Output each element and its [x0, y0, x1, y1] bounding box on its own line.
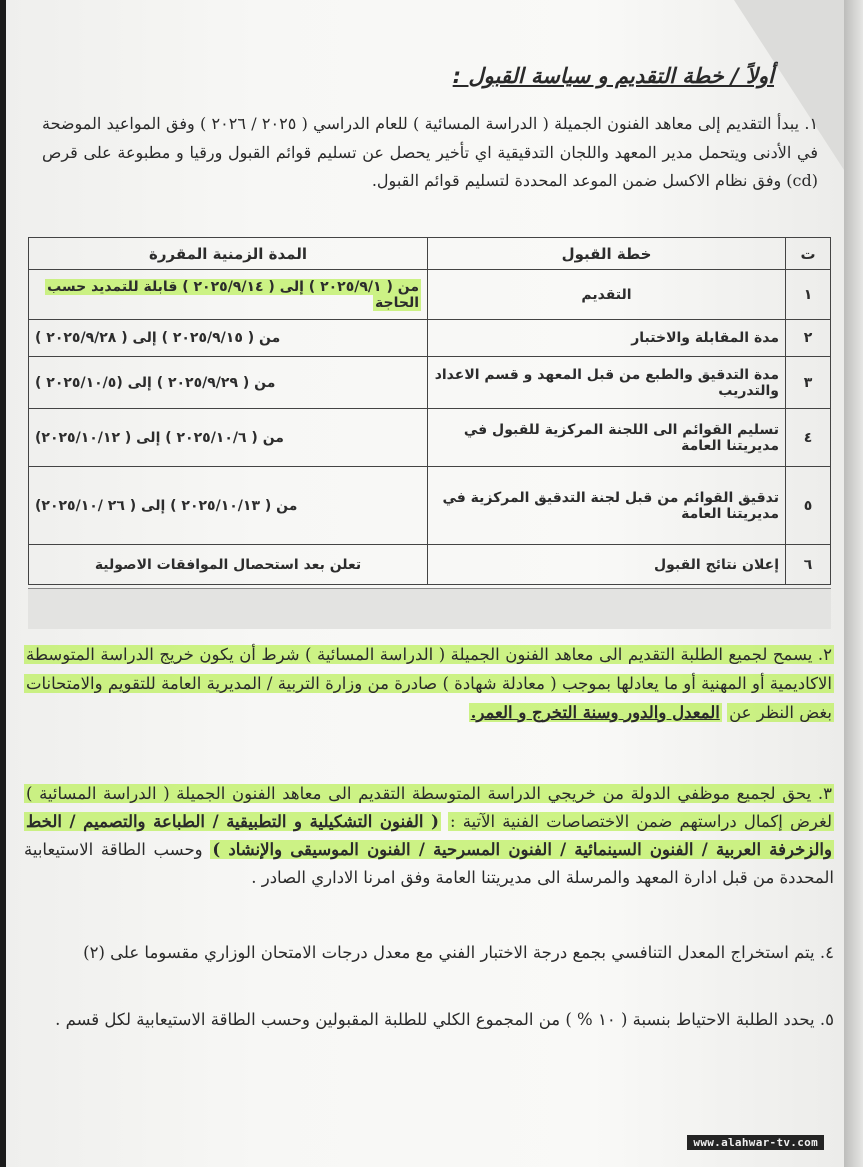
paragraph-2 [24, 640, 834, 727]
paragraph-3-highlight: ٣. يحق لجميع موظفي الدولة من خريجي الدراسة المتوسطة التقديم الى معاهد الفنون الجميلة ( الدراسة المسائية ) لغرض إكمال دراستهم ضمن الاختصاصات الفنية الآتية : [26, 784, 833, 831]
row-num: ٢ [786, 320, 831, 357]
table-header-row [29, 238, 831, 270]
row-plan: مدة المقابلة والاختبار [428, 320, 786, 357]
table-row [29, 320, 831, 357]
header-plan: خطة القبول [428, 238, 786, 270]
row-num: ٦ [786, 545, 831, 585]
row-duration [29, 270, 428, 320]
intro-paragraph: ١. يبدأ التقديم إلى معاهد الفنون الجميلة ( الدراسة المسائية ) للعام الدراسي ( ٢٠٢٥ / ٢٠٢٦ ) وفق المواعيد الموضحة في الأدنى ويتحمل مدير المعهد واللجان التدقيقية اي تأخير يحصل عن تسليم قوائم القبول ورقيا و مطبوعة على قرص (cd) وفق نظام الاكسل ضمن الموعد المحددة لتسليم قوائم القبول. [42, 114, 819, 190]
paragraph-4: ٤. يتم استخراج المعدل التنافسي بجمع درجة الاختبار الفني مع معدل درجات الامتحان الوزاري مقسوما على (٢) [83, 943, 834, 962]
site-watermark: www.alahwar-tv.com [687, 1135, 824, 1150]
row-plan: تدقيق القوائم من قبل لجنة التدقيق المركزية في مديريتنا العامة [428, 467, 786, 545]
row-duration-highlight: من ( ٢٠٢٥/٩/١ ) إلى ( ٢٠٢٥/٩/١٤ ) قابلة للتمديد حسب الحاجة [47, 278, 419, 311]
row-num: ٥ [786, 467, 831, 545]
row-duration: من ( ٢٠٢٥/٩/١٥ ) إلى ( ٢٠٢٥/٩/٢٨ ) [29, 320, 428, 357]
table-row [29, 357, 831, 409]
paragraph-5: ٥. يحدد الطلبة الاحتياط بنسبة ( ١٠ % ) من المجموع الكلي للطلبة المقبولين وحسب الطاقة الاستيعابية لكل قسم . [55, 1010, 834, 1029]
admission-plan-table [28, 237, 831, 585]
table-bottom-band [28, 588, 831, 629]
row-num: ٤ [786, 409, 831, 467]
row-plan: إعلان نتائج القبول [428, 545, 786, 585]
table-row [29, 270, 831, 320]
header-duration: المدة الزمنية المقررة [29, 238, 428, 270]
table-row [29, 467, 831, 545]
header-num: ت [786, 238, 831, 270]
paragraph-3 [24, 780, 834, 892]
row-num: ١ [786, 270, 831, 320]
section-heading: أولاً / خطة التقديم و سياسة القبول : [452, 64, 774, 88]
row-plan: التقديم [428, 270, 786, 320]
paragraph-3-rest: وحسب الطاقة الاستيعابية المحددة من قبل ادارة المعهد والمرسلة الى مديريتنا العامة وفق امرنا الاداري الصادر . [24, 840, 834, 887]
table-row [29, 545, 831, 585]
document-page [6, 0, 844, 1167]
row-duration: من ( ٢٠٢٥/١٠/١٣ ) إلى ( ٢٦ /٢٠٢٥/١٠) [29, 467, 428, 545]
table-row [29, 409, 831, 467]
paragraph-2-tail: المعدل والدور وسنة التخرج و العمر. [470, 703, 720, 722]
paragraph-3-specialties: ( الفنون التشكيلية و التطبيقية / الطباعة والتصميم / الخط والزخرفة العربية / الفنون السينمائية / الفنون المسرحية / الفنون الموسيقى والإنشاد ) [26, 812, 832, 859]
row-duration: من ( ٢٠٢٥/١٠/٦ ) إلى ( ٢٠٢٥/١٠/١٢) [29, 409, 428, 467]
row-plan: مدة التدقيق والطبع من قبل المعهد و قسم الاعداد والتدريب [428, 357, 786, 409]
row-plan: تسليم القوائم الى اللجنة المركزية للقبول في مديريتنا العامة [428, 409, 786, 467]
row-num: ٣ [786, 357, 831, 409]
row-duration: من ( ٢٠٢٥/٩/٢٩ ) إلى (٢٠٢٥/١٠/٥ ) [29, 357, 428, 409]
scan-edge-right [844, 0, 863, 1167]
paragraph-2-highlight: ٢. يسمح لجميع الطلبة التقديم الى معاهد الفنون الجميلة ( الدراسة المسائية ) شرط أن يكون خريج الدراسة المتوسطة الاكاديمية أو المهنية أو ما يعادلها بموجب ( معادلة شهادة ) صادرة من وزارة التربية / المديرية العامة للتقويم والامتحانات بغض النظر عن [26, 645, 832, 722]
row-duration: تعلن بعد استحصال الموافقات الاصولية [29, 545, 428, 585]
